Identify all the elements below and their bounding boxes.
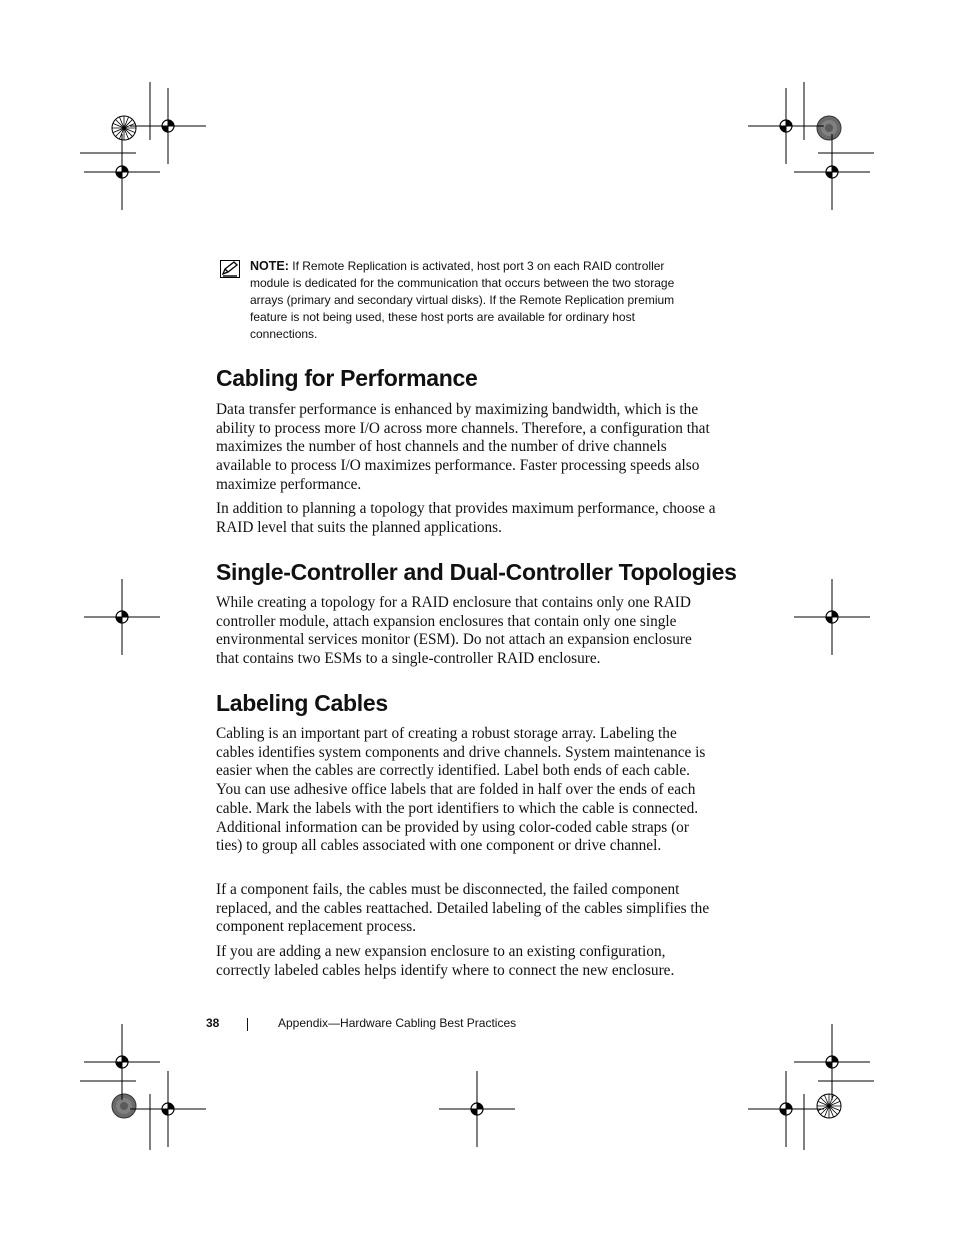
note-body: If Remote Replication is activated, host port 3 on each RAID controller module is dedicated for the communication that occurs between the two storage arrays (primary and secondary virtual disks). If the Remote Replication premium feature is not being used, these host ports are available for ordinary host connections. — [250, 259, 675, 341]
note-text — [250, 258, 700, 343]
paragraph: If a component fails, the cables must be disconnected, the failed component replaced, and the cables reattached. Detailed labeling of the cables simplifies the component replacement process. — [216, 881, 710, 936]
paragraph: Data transfer performance is enhanced by maximizing bandwidth, which is the ability to process more I/O across more channels. Therefore, a configuration that maximizes the number of host channels and the number of drive channels available to process I/O maximizes performance. Faster processing speeds also maximize performance. — [216, 401, 710, 493]
paragraph: Cabling is an important part of creating a robust storage array. Labeling the cables identifies system components and drive channels. System maintenance is easier when the cables are correctly identified. Label both ends of each cable. You can use adhesive office labels that are folded in half over the ends of each cable. Mark the labels with the port identifiers to which the cable is connected. Additional information can be provided by using color-coded cable straps (or ties) to group all cables associated with one component or drive channel. — [216, 725, 706, 855]
section-heading: Single-Controller and Dual-Controller Topologies — [216, 559, 737, 585]
footer-title: Appendix—Hardware Cabling Best Practices — [278, 1016, 517, 1030]
pencil-note-icon — [220, 260, 240, 278]
footer-divider — [247, 1018, 248, 1031]
section-heading: Cabling for Performance — [216, 365, 478, 391]
page-number: 38 — [206, 1016, 220, 1030]
note-label: NOTE: — [250, 259, 289, 273]
paragraph: While creating a topology for a RAID enclosure that contains only one RAID controller module, attach expansion enclosures that contain only one single environmental services monitor (ESM). Do not attach an expansion enclosure that contains two ESMs to a single-controller RAID enclosure. — [216, 594, 692, 668]
page-footer — [0, 1016, 954, 1034]
paragraph: In addition to planning a topology that provides maximum performance, choose a RAID level that suits the planned applications. — [216, 500, 716, 536]
section-heading: Labeling Cables — [216, 690, 388, 716]
paragraph: If you are adding a new expansion enclosure to an existing configuration, correctly labeled cables helps identify where to connect the new enclosure. — [216, 943, 675, 979]
